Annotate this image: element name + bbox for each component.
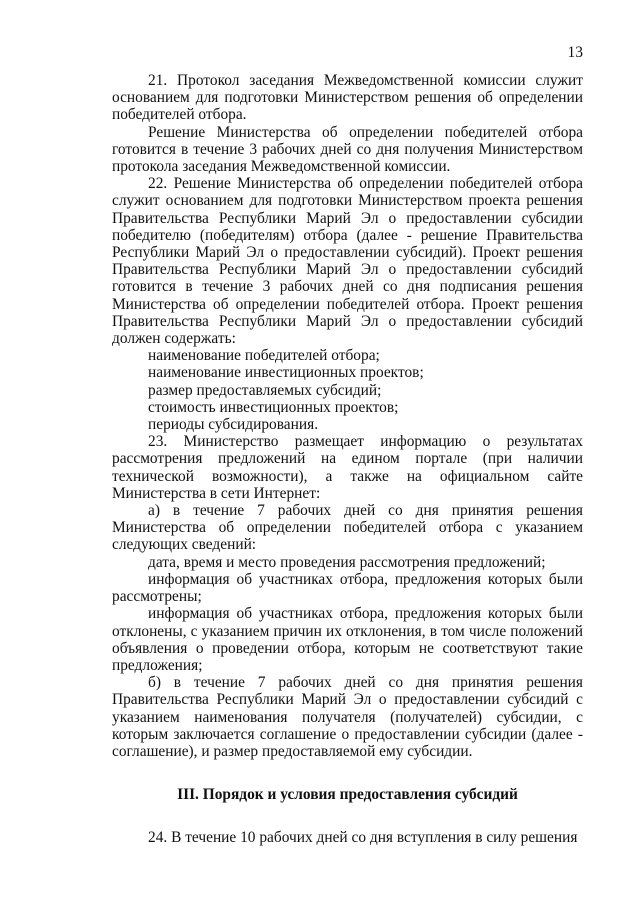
list-item: наименование инвестиционных проектов; <box>148 364 424 382</box>
paragraph-22: 22. Решение Министерства об определении победителей отбора служит основанием для подготовки Министерством проекта решения Правительства Республики Марий Эл о предоставлении субсидии победителю (победителям) отбора (далее - решение Правительства Республики Марий Эл о предоставлении субсидий). Проект решения Правительства Республики Марий Эл о предоставлении субсидий готовится в течение 3 рабочих дней со дня подписания решения Министерства об определении победителей отбора. Проект решения Правительства Республики Марий Эл о предоставлении субсидий должен содержать: <box>112 175 583 348</box>
list-item: стоимость инвестиционных проектов; <box>148 398 399 416</box>
paragraph-21: 21. Протокол заседания Межведомственной комиссии служит основанием для подготовки Министерством решения об определении победителей отбора. <box>112 72 583 124</box>
list-item: размер предоставляемых субсидий; <box>148 381 382 399</box>
paragraph-24: 24. В течение 10 рабочих дней со дня вступления в силу решения <box>148 829 578 847</box>
paragraph-23-a-reviewed: информация об участниках отбора, предложения которых были рассмотрены; <box>112 570 583 606</box>
paragraph-23: 23. Министерство размещает информацию о результатах рассмотрения предложений на едином портале (при наличии технической возможности), а также на официальном сайте Министерства в сети Интернет: <box>112 433 583 502</box>
paragraph-23-a-rejected: информация об участниках отбора, предложения которых были отклонены, с указанием причин их отклонения, в том числе положений объявления о проведении отбора, которым не соответствуют такие предложения; <box>112 605 583 674</box>
list-item: наименование победителей отбора; <box>148 347 380 365</box>
section-title: III. Порядок и условия предоставления субсидий <box>177 786 518 804</box>
page-number: 13 <box>567 44 583 61</box>
document-body <box>112 72 583 847</box>
paragraph-23-b: б) в течение 7 рабочих дней со дня принятия решения Правительства Республики Марий Эл о предоставлении субсидий с указанием наименования получателя (получателей) субсидии, с которым заключается соглашение о предоставлении субсидии (далее - соглашение), и размер предоставляемой ему субсидии. <box>112 674 583 760</box>
paragraph-23-a: а) в течение 7 рабочих дней со дня принятия решения Министерства об определении победителей отбора с указанием следующих сведений: <box>112 502 583 554</box>
list-item: дата, время и место проведения рассмотрения предложений; <box>148 553 546 571</box>
list-item: периоды субсидирования. <box>148 416 319 434</box>
paragraph-21-decision: Решение Министерства об определении победителей отбора готовится в течение 3 рабочих дней со дня получения Министерством протокола заседания Межведомственной комиссии. <box>112 123 583 176</box>
